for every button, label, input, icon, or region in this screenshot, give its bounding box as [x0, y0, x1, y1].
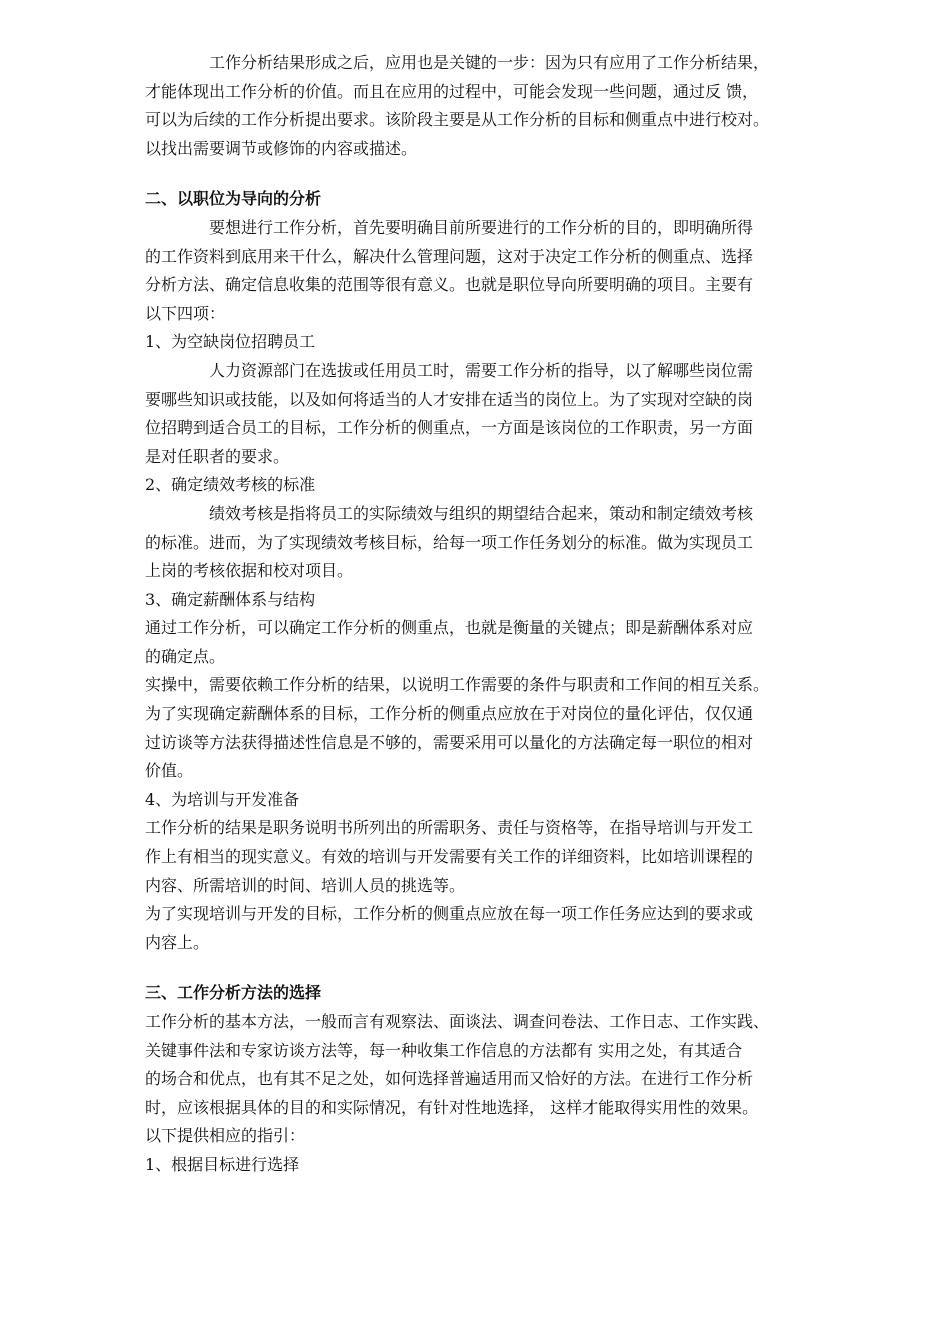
spacer	[145, 957, 895, 979]
paragraph-line: 关键事件法和专家访谈方法等，每一种收集工作信息的方法都有 实用之处，有其适合	[145, 1040, 743, 1060]
paragraph-line: 过访谈等方法获得描述性信息是不够的，需要采用可以量化的方法确定每一职位的相对	[145, 732, 754, 752]
document-body	[145, 49, 895, 1180]
list-item-title: 2、确定绩效考核的标准	[145, 475, 316, 495]
paragraph-line: 可以为后续的工作分析提出要求。该阶段主要是从工作分析的目标和侧重点中进行校对。	[145, 110, 770, 130]
paragraph-line: 以下提供相应的指引：	[145, 1126, 306, 1146]
list-item-title: 4、为培训与开发准备	[145, 789, 300, 809]
paragraph-line: 位招聘到适合员工的目标，工作分析的侧重点，一方面是该岗位的工作职责，另一方面	[145, 418, 754, 438]
paragraph-line: 的确定点。	[145, 646, 226, 666]
section-heading: 二、以职位为导向的分析	[145, 189, 322, 209]
paragraph-line: 作上有相当的现实意义。有效的培训与开发需要有关工作的详细资料，比如培训课程的	[145, 847, 754, 867]
paragraph-line: 要想进行工作分析，首先要明确目前所要进行的工作分析的目的，即明确所得	[209, 217, 754, 237]
paragraph-line: 实操中，需要依赖工作分析的结果，以说明工作需要的条件与职责和工作间的相互关系。	[145, 675, 770, 695]
paragraph-line: 为了实现确定薪酬体系的目标，工作分析的侧重点应放在于对岗位的量化评估，仅仅通	[145, 704, 754, 724]
section-heading: 三、工作分析方法的选择	[145, 983, 322, 1003]
paragraph-line: 价值。	[145, 761, 194, 781]
paragraph-line: 以下四项：	[145, 303, 226, 323]
paragraph-line: 分析方法、确定信息收集的范围等很有意义。也就是职位导向所要明确的项目。主要有	[145, 275, 754, 295]
paragraph-line: 内容、所需培训的时间、培训人员的挑选等。	[145, 875, 466, 895]
paragraph-line: 的场合和优点，也有其不足之处，如何选择普遍适用而又恰好的方法。在进行工作分析	[145, 1069, 754, 1089]
spacer	[145, 163, 895, 185]
list-item-title: 3、确定薪酬体系与结构	[145, 589, 316, 609]
paragraph-line: 以找出需要调节或修饰的内容或描述。	[145, 138, 418, 158]
paragraph-line: 的工作资料到底用来干什么，解决什么管理问题，这对于决定工作分析的侧重点、选择	[145, 246, 754, 266]
list-item-title: 1、根据目标进行选择	[145, 1154, 300, 1174]
paragraph-line: 工作分析的基本方法，一般而言有观察法、面谈法、调查问卷法、工作日志、工作实践、	[145, 1012, 770, 1031]
paragraph-line: 绩效考核是指将员工的实际绩效与组织的期望结合起来，策动和制定绩效考核	[209, 503, 754, 523]
paragraph-line: 要哪些知识或技能，以及如何将适当的人才安排在适当的岗位上。为了实现对空缺的岗	[145, 389, 754, 409]
paragraph-line: 通过工作分析，可以确定工作分析的侧重点，也就是衡量的关键点；即是薪酬体系对应	[145, 618, 754, 638]
paragraph-line: 为了实现培训与开发的目标，工作分析的侧重点应放在每一项工作任务应达到的要求或	[145, 904, 754, 924]
paragraph-line: 时，应该根据具体的目的和实际情况，有针对性地选择， 这样才能取得实用性的效果。	[145, 1097, 759, 1117]
paragraph-line: 内容上。	[145, 932, 210, 952]
paragraph-line: 工作分析的结果是职务说明书所列出的所需职务、责任与资格等，在指导培训与开发工	[145, 818, 754, 838]
paragraph-line: 上岗的考核依据和校对项目。	[145, 561, 354, 581]
paragraph-line: 的标准。进而，为了实现绩效考核目标，给每一项工作任务划分的标准。做为实现员工	[145, 532, 754, 552]
paragraph-line: 是对任职者的要求。	[145, 446, 290, 466]
paragraph-line: 人力资源部门在选拔或任用员工时，需要工作分析的指导，以了解哪些岗位需	[209, 360, 754, 380]
paragraph-line: 工作分析结果形成之后，应用也是关键的一步：因为只有应用了工作分析结果，	[209, 53, 770, 72]
list-item-title: 1、为空缺岗位招聘员工	[145, 332, 316, 352]
paragraph-line: 才能体现出工作分析的价值。而且在应用的过程中，可能会发现一些问题，通过反 馈，	[145, 81, 759, 101]
